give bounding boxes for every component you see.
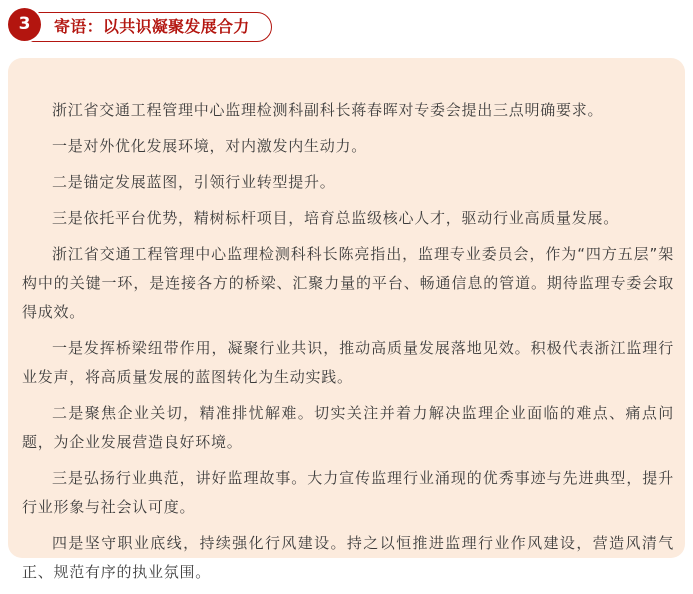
paragraph: 二是锚定发展蓝图，引领行业转型提升。 (52, 173, 336, 191)
paragraph: 四是坚守职业底线，持续强化行风建设。持之以恒推进监理行业作风建设，营造风清气正、规范有序的执业氛围。 (22, 534, 674, 581)
paragraph: 三是依托平台优势，精树标杆项目，培育总监级核心人才，驱动行业高质量发展。 (52, 209, 620, 227)
paragraph: 一是对外优化发展环境，对内激发内生动力。 (52, 137, 368, 155)
section-number-badge: 3 (8, 8, 41, 41)
section-header (0, 0, 693, 50)
paragraph: 浙江省交通工程管理中心监理检测科副科长蒋春晖对专委会提出三点明确要求。 (52, 101, 604, 119)
paragraph: 一是发挥桥梁纽带作用，凝聚行业共识，推动高质量发展落地见效。积极代表浙江监理行业发声，将高质量发展的蓝图转化为生动实践。 (22, 339, 674, 386)
paragraph: 二是聚焦企业关切，精准排忧解难。切实关注并着力解决监理企业面临的难点、痛点问题，为企业发展营造良好环境。 (22, 404, 674, 451)
paragraph: 浙江省交通工程管理中心监理检测科科长陈亮指出，监理专业委员会，作为“四方五层”架构中的关键一环，是连接各方的桥梁、汇聚力量的平台、畅通信息的管道。期待监理专委会取得成效。 (22, 245, 674, 321)
paragraph: 三是弘扬行业典范，讲好监理故事。大力宣传监理行业涌现的优秀事迹与先进典型，提升行业形象与社会认可度。 (22, 469, 674, 516)
section-title: 寄语：以共识凝聚发展合力 (54, 17, 250, 36)
article-body (22, 96, 674, 594)
section-title-box (26, 12, 272, 42)
